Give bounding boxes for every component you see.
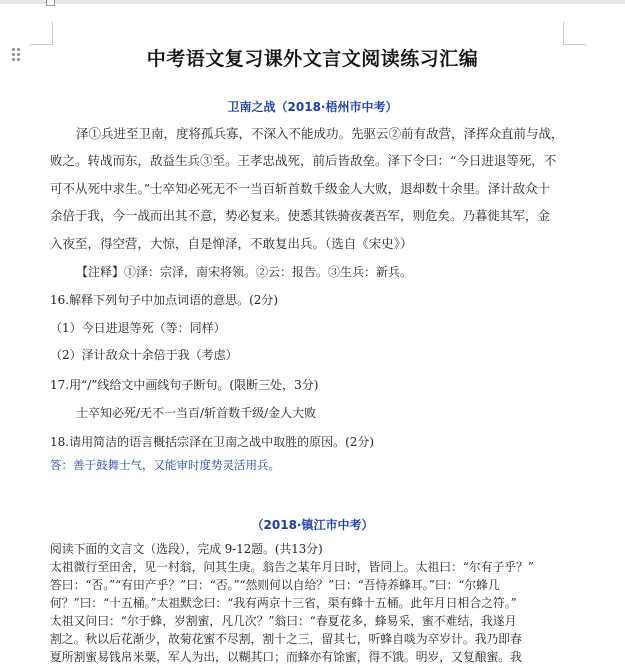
document-title: 中考语文复习课外文言文阅读练习汇编 [146, 48, 479, 70]
section2-intro: 阅读下面的文言文（选段），完成 9-12题。(共13分) [50, 542, 323, 556]
crop-mark-top-right [563, 22, 586, 45]
section2-heading: （2018·镇江市中考） [251, 518, 374, 532]
section1-passage-line: 入夜至，得空营，大惊，自是惮泽，不敢复出兵。（选自《宋史》） [50, 236, 413, 251]
section1-passage-line: 可不从死中求生。”士卒知必死无不一当百斩首数千级金人大败，退却数十余里。泽计敌众十 [50, 181, 551, 196]
section2-passage-line: 太祖微行至田舍，见一村翁，问其生庚。翁告之某年月日时，皆同上。太祖曰：“尔有子乎？” [50, 560, 534, 574]
section1-passage-line: 余倍于我，今一战而出其不意，势必复来。使悉其铁骑夜袭吾军，则危矣。乃暮徙其军，金 [50, 208, 551, 223]
section2-passage-line: 割之。秋以后花渐少，故菊花蜜不尽割，割十之三，留其七，听蜂自啖为卒岁计。我乃即春 [50, 632, 522, 646]
question-18-answer: 答：善于鼓舞士气，又能审时度势灵活用兵。 [50, 458, 280, 472]
section2-passage-line: 太祖又问曰：“尔于蜂，岁割蜜，凡几次？”翁曰：“春夏花多，蜂易采，蜜不难结，我遂月 [50, 614, 517, 628]
section1-note: 【注释】①泽：宗泽，南宋将领。②云：报告。③生兵：新兵。 [76, 265, 413, 279]
section2-passage-line: 何？”曰：“十五桶。”太祖默念曰：“我有两京十三省，渠有蜂十五桶。此年月日相合之符。” [50, 596, 517, 610]
question-16-part-1: （1）今日进退等死（等：同样） [50, 321, 226, 335]
window-top-strip [0, 0, 625, 4]
crop-mark-top-left [30, 22, 53, 45]
question-16-part-2: （2）泽计敌众十余倍于我（考虑） [50, 348, 238, 362]
section1-passage-line: 败之。转战而东，敌益生兵③至。王孝忠战死，前后皆敌垒。泽下令曰：“今日进退等死，不 [50, 153, 557, 168]
section1-passage-line: 泽①兵进至卫南，度将孤兵寡，不深入不能成功。先驱云②前有敌营，泽挥众直前与战， [76, 126, 564, 141]
section1-heading: 卫南之战（2018·梧州市中考） [227, 100, 398, 114]
question-16: 16.解释下列句子中加点词语的意思。(2分) [50, 293, 279, 307]
ruler-handle[interactable] [46, 0, 55, 6]
question-17: 17.用“/”线给文中画线句子断句。(限断三处，3分) [50, 378, 319, 392]
question-18: 18.请用简洁的语言概括宗泽在卫南之战中取胜的原因。(2分) [50, 435, 375, 449]
section2-passage-line: 夏所割蜜易钱帛米粟，军人为出，以糊其口；而蜂亦有馀蜜，得不饿。明岁，又复酿蜜。我 [50, 650, 522, 664]
question-17-answer: 士卒知必死/无不一当百/斩首数千级/金人大败 [76, 406, 317, 420]
section2-passage-line: 答曰：“否。”“有田产乎？”曰：“否。”“然则何以自给？”曰：“吾恃养蜂耳。”曰：“尔蜂几 [50, 578, 500, 592]
